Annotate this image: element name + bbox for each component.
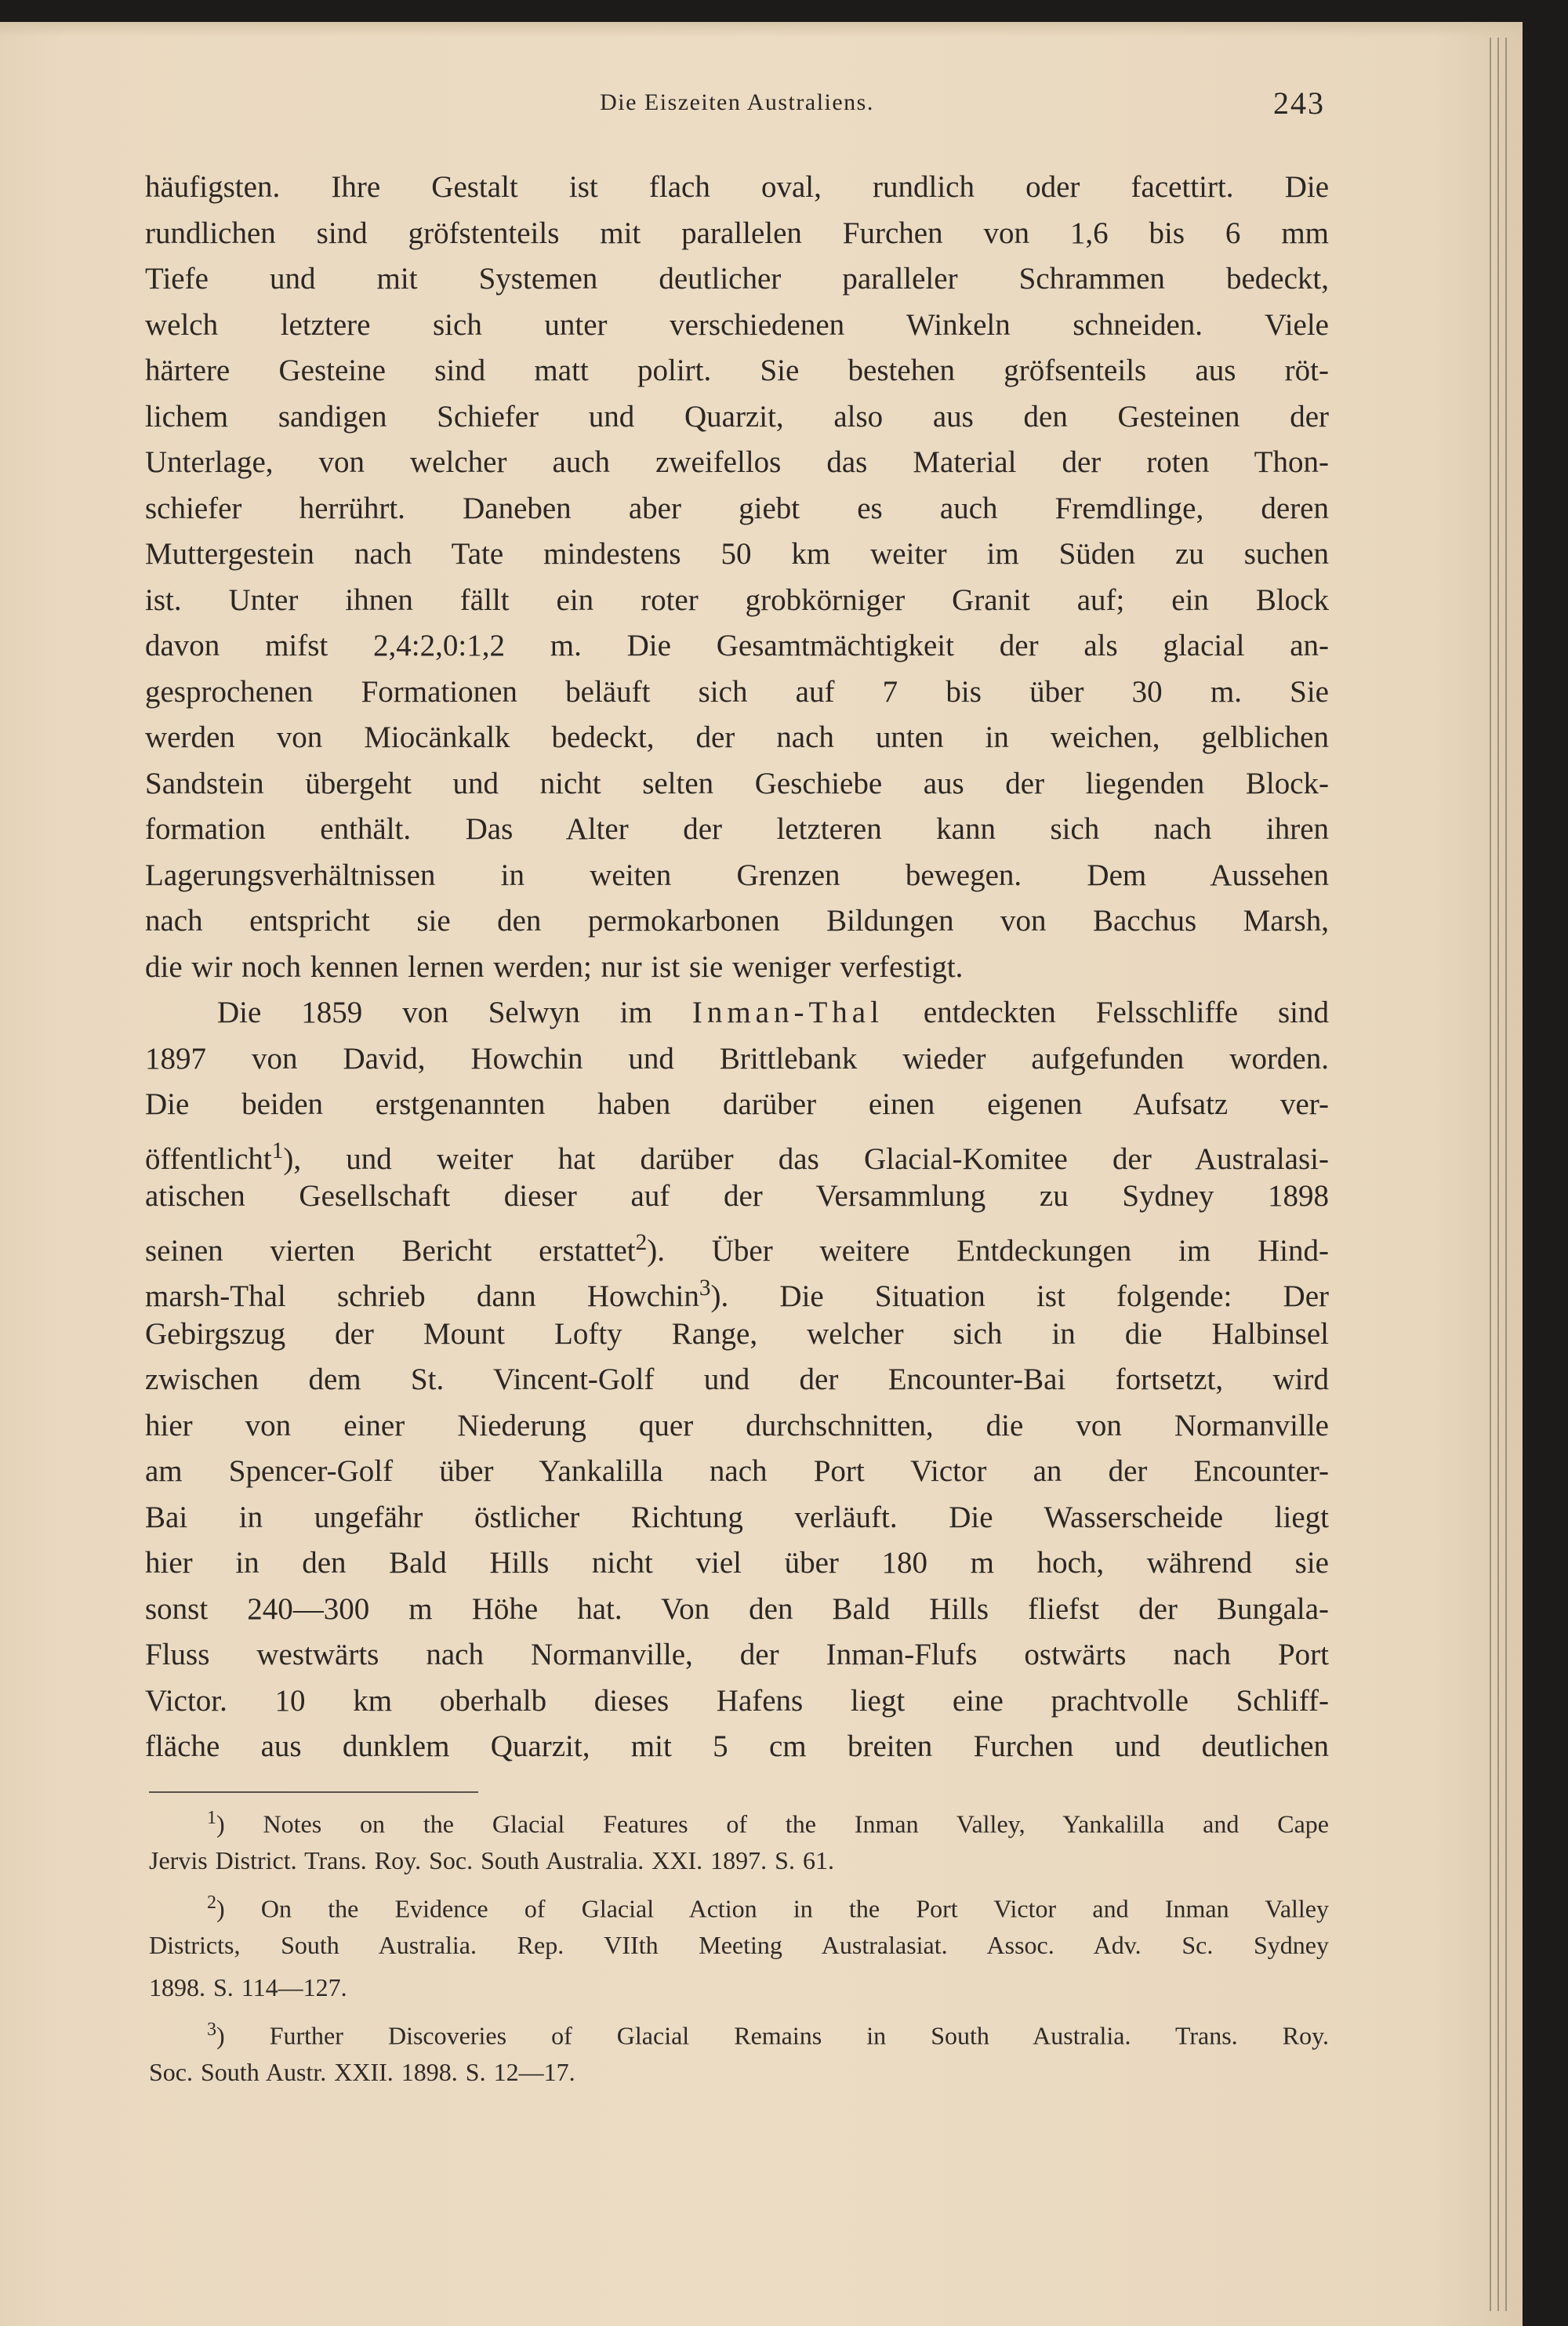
text-line: schiefer herrührt. Daneben aber giebt es auch Fremdlinge, deren: [145, 491, 1329, 525]
text-line: Sandstein übergeht und nicht selten Geschiebe aus der liegenden Block-: [145, 766, 1329, 800]
footnote-ref: 2: [635, 1229, 648, 1255]
text-line: [145, 1220, 1329, 1266]
text-line: hier in den Bald Hills nicht viel über 180 m hoch, während sie: [145, 1546, 1329, 1580]
text-segment: seinen vierten Bericht erstattet: [145, 1233, 636, 1268]
text-segment: öffentlicht: [145, 1141, 272, 1176]
footnote-line: [149, 2008, 1329, 2051]
text-line: Tiefe und mit Systemen deutlicher paralleler Schrammen bedeckt,: [145, 262, 1329, 296]
text-line: davon mifst 2,4:2,0:1,2 m. Die Gesamtmächtigkeit der als glacial an-: [145, 629, 1329, 662]
footnote-mark: 3: [207, 2019, 216, 2040]
page-header: [149, 71, 1325, 125]
text-line: werden von Miocänkalk bedeckt, der nach unten in weichen, gelblichen: [145, 720, 1329, 754]
text-segment: Die 1859 von Selwyn im: [217, 996, 652, 1029]
footnote-line: Jervis District. Trans. Roy. Soc. South Australia. XXI. 1897. S. 61.: [149, 1846, 834, 1874]
footnote-divider: [149, 1791, 478, 1793]
footnotes: [149, 1797, 1329, 2093]
text-segment: entdeckten Felsschliffe sind: [923, 996, 1329, 1029]
text-line: 1897 von David, Howchin und Brittlebank wieder aufgefunden worden.: [145, 1041, 1329, 1076]
text-line: Lagerungsverhältnissen in weiten Grenzen bewegen. Dem Aussehen: [145, 858, 1329, 892]
text-line: Bai in ungefähr östlicher Richtung verläuft. Die Wasserscheide liegt: [145, 1500, 1329, 1534]
footnote-mark: 2: [207, 1892, 216, 1913]
text-line: [145, 1265, 1329, 1312]
footnote-text: ) Notes on the Glacial Features of the Inman Valley, Yankalilla and Cape: [216, 1809, 1329, 1838]
footnote-line: 1898. S. 114—127.: [149, 1973, 347, 2001]
text-line: lichem sandigen Schiefer und Quarzit, also aus den Gesteinen der: [145, 399, 1329, 434]
footnote-ref: 1: [271, 1138, 284, 1163]
text-line: welch letztere sich unter verschiedenen Winkeln schneiden. Viele: [145, 307, 1329, 342]
text-line: Victor. 10 km oberhalb dieses Hafens liegt eine prachtvolle Schliff-: [145, 1683, 1329, 1718]
text-line: ist. Unter ihnen fällt ein roter grobkörniger Granit auf; ein Block: [145, 582, 1329, 617]
text-line: Gebirgszug der Mount Lofty Range, welcher sich in die Halbinsel: [145, 1316, 1329, 1351]
running-title: Die Eiszeiten Australiens.: [600, 89, 874, 115]
text-line: [145, 990, 1329, 1036]
text-line: [145, 1128, 1329, 1174]
footnote-ref: 3: [699, 1275, 711, 1301]
text-line: Fluss westwärts nach Normanville, der Inman-Flufs ostwärts nach Port: [145, 1638, 1329, 1671]
text-line: härtere Gesteine sind matt polirt. Sie bestehen gröfsenteils aus röt-: [145, 354, 1329, 387]
text-line: sonst 240—300 m Höhe hat. Von den Bald Hills fliefst der Bungala-: [145, 1591, 1329, 1626]
text-line: nach entspricht sie den permokarbonen Bildungen von Bacchus Marsh,: [145, 904, 1329, 938]
place-name: Inman-Thal: [691, 996, 884, 1029]
text-segment: ). Die Situation ist folgende: Der: [710, 1279, 1330, 1313]
page-number: 243: [1273, 85, 1325, 121]
text-line: die wir noch kennen lernen werden; nur ist sie weniger verfestigt.: [145, 949, 964, 984]
page-edge-line: [1505, 38, 1507, 2311]
text-line: hier von einer Niederung quer durchschnitten, die von Normanville: [145, 1408, 1329, 1442]
footnote-line: [149, 1797, 1329, 1839]
footnote-text: ) On the Evidence of Glacial Action in the Port Victor and Inman Valley: [216, 1894, 1329, 1923]
text-line: gesprochenen Formationen beläuft sich auf 7 bis über 30 m. Sie: [145, 674, 1329, 709]
footnote-text: ) Further Discoveries of Glacial Remains in South Australia. Trans. Roy.: [216, 2021, 1329, 2050]
text-segment: ). Über weitere Entdeckungen im Hind-: [647, 1233, 1329, 1268]
text-line: Unterlage, von welcher auch zweifellos das Material der roten Thon-: [145, 445, 1329, 479]
text-line: zwischen dem St. Vincent-Golf und der Encounter-Bai fortsetzt, wird: [145, 1363, 1329, 1396]
text-line: häufigsten. Ihre Gestalt ist flach oval, rundlich oder facettirt. Die: [145, 170, 1329, 204]
page-edge-line: [1497, 38, 1499, 2311]
text-line: fläche aus dunklem Quarzit, mit 5 cm breiten Furchen und deutlichen: [145, 1729, 1329, 1763]
text-segment: marsh-Thal schrieb dann Howchin: [145, 1279, 699, 1313]
text-line: rundlichen sind gröfstenteils mit parallelen Furchen von 1,6 bis 6 mm: [145, 216, 1329, 250]
page-top-shadow: [0, 22, 1523, 38]
text-line: am Spencer-Golf über Yankalilla nach Port Victor an der Encounter-: [145, 1454, 1329, 1488]
footnote-mark: 1: [207, 1808, 216, 1828]
footnote-line: Soc. South Austr. XXII. 1898. S. 12—17.: [149, 2058, 575, 2086]
page-edge-lines: [1486, 38, 1518, 2311]
text-line: formation enthält. Das Alter der letzteren kann sich nach ihren: [145, 812, 1329, 846]
text-line: atischen Gesellschaft dieser auf der Versammlung zu Sydney 1898: [145, 1179, 1329, 1213]
text-line: Die beiden erstgenannten haben darüber einen eigenen Aufsatz ver-: [145, 1087, 1329, 1121]
page-edge-line: [1490, 38, 1491, 2311]
text-line: Muttergestein nach Tate mindestens 50 km weiter im Süden zu suchen: [145, 537, 1329, 571]
footnote-line: Districts, South Australia. Rep. VIIth Meeting Australasiat. Assoc. Adv. Sc. Sydney: [149, 1931, 1329, 1959]
body-text: [145, 165, 1329, 1770]
footnote-line: [149, 1881, 1329, 1924]
text-segment: ), und weiter hat darüber das Glacial-Komitee der Australasi-: [283, 1141, 1329, 1176]
